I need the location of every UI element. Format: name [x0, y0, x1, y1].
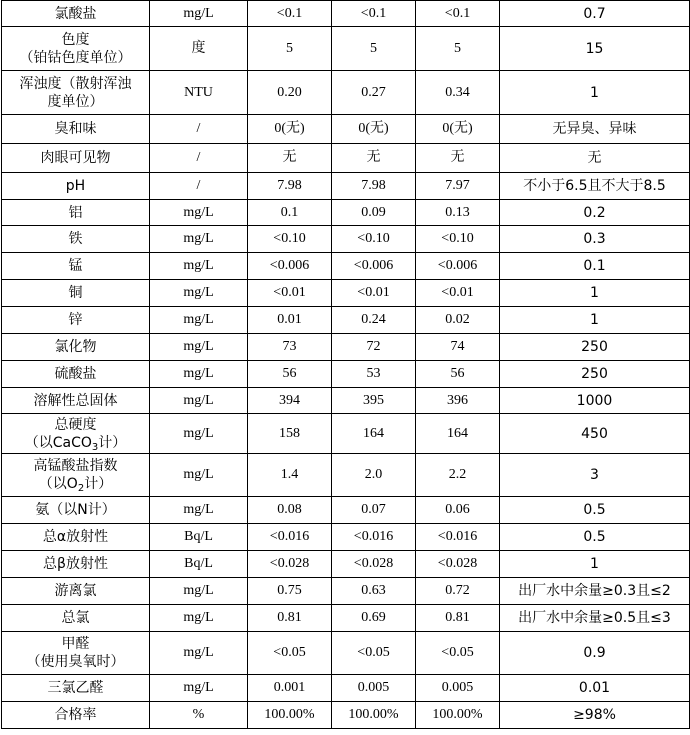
value-cell-1: 73 [248, 334, 332, 361]
value-cell-1: 100.00% [248, 702, 332, 729]
indicator-name: 锰 [2, 253, 150, 280]
value-cell-2: 0.27 [332, 71, 416, 115]
unit-cell: 度 [150, 27, 248, 71]
value-cell-1: 394 [248, 388, 332, 414]
value-cell-2: <0.01 [332, 280, 416, 307]
value-cell-3: 0.81 [416, 605, 500, 632]
unit-cell: mg/L [150, 454, 248, 497]
indicator-name-line2: 度单位） [47, 93, 104, 110]
value-cell-2: 5 [332, 27, 416, 71]
table-row [2, 173, 690, 200]
value-cell-1: <0.05 [248, 632, 332, 675]
limit-cell: 出厂水中余量≥0.3且≤2 [500, 578, 690, 605]
unit-cell: mg/L [150, 605, 248, 632]
value-cell-3: 74 [416, 334, 500, 361]
limit-cell: 0.9 [500, 632, 690, 675]
value-cell-1: <0.028 [248, 551, 332, 578]
table-row [2, 632, 690, 675]
indicator-name-post: 计） [98, 434, 127, 451]
value-cell-3: 2.2 [416, 454, 500, 497]
table-row [2, 1, 690, 27]
unit-cell: / [150, 144, 248, 173]
unit-cell: NTU [150, 71, 248, 115]
indicator-name: 总β放射性 [2, 551, 150, 578]
indicator-name: 氯酸盐 [2, 1, 150, 27]
indicator-name: 总氯 [2, 605, 150, 632]
table-row [2, 280, 690, 307]
limit-cell: 0.5 [500, 524, 690, 551]
limit-cell: 250 [500, 334, 690, 361]
value-cell-3: 0.02 [416, 307, 500, 334]
table-row [2, 497, 690, 524]
value-cell-3: 无 [416, 144, 500, 173]
value-cell-3: <0.05 [416, 632, 500, 675]
table-row [2, 334, 690, 361]
value-cell-2: 0.005 [332, 675, 416, 702]
indicator-name-line2: （铂钴色度单位） [19, 49, 132, 66]
value-cell-2: <0.10 [332, 226, 416, 253]
value-cell-3: 396 [416, 388, 500, 414]
indicator-name [2, 414, 150, 454]
limit-cell: 0.1 [500, 253, 690, 280]
value-cell-1: <0.016 [248, 524, 332, 551]
value-cell-2: 0(无) [332, 115, 416, 144]
value-cell-2: 53 [332, 361, 416, 388]
table-row [2, 414, 690, 454]
unit-cell: mg/L [150, 578, 248, 605]
indicator-name: 三氯乙醛 [2, 675, 150, 702]
value-cell-2: 2.0 [332, 454, 416, 497]
value-cell-1: 0.01 [248, 307, 332, 334]
unit-cell: % [150, 702, 248, 729]
unit-cell: / [150, 173, 248, 200]
limit-cell: 1 [500, 280, 690, 307]
table-row [2, 702, 690, 729]
limit-cell: 0.7 [500, 1, 690, 27]
limit-cell: 15 [500, 27, 690, 71]
indicator-name-line1: 甲醛 [61, 636, 90, 652]
value-cell-2: 164 [332, 414, 416, 454]
limit-cell: 3 [500, 454, 690, 497]
indicator-name-subscript: 3 [91, 441, 99, 453]
value-cell-1: <0.006 [248, 253, 332, 280]
limit-cell: 1000 [500, 388, 690, 414]
value-cell-1: 0.001 [248, 675, 332, 702]
water-quality-table [1, 0, 690, 729]
limit-cell: 出厂水中余量≥0.5且≤3 [500, 605, 690, 632]
table-row [2, 361, 690, 388]
table-row [2, 454, 690, 497]
value-cell-2: 7.98 [332, 173, 416, 200]
table-row [2, 551, 690, 578]
limit-cell: 1 [500, 307, 690, 334]
unit-cell: mg/L [150, 414, 248, 454]
indicator-name: 肉眼可见物 [2, 144, 150, 173]
table-row [2, 675, 690, 702]
indicator-name: 氨（以N计） [2, 497, 150, 524]
indicator-name: 铜 [2, 280, 150, 307]
value-cell-1: 56 [248, 361, 332, 388]
value-cell-2: 0.09 [332, 200, 416, 226]
table-row [2, 144, 690, 173]
value-cell-1: 0(无) [248, 115, 332, 144]
value-cell-3: 5 [416, 27, 500, 71]
limit-cell: 250 [500, 361, 690, 388]
indicator-name-pre: （以O [38, 476, 78, 492]
limit-cell: 1 [500, 71, 690, 115]
value-cell-1: <0.01 [248, 280, 332, 307]
limit-cell: 0.5 [500, 497, 690, 524]
indicator-name: 合格率 [2, 702, 150, 729]
value-cell-2: 0.69 [332, 605, 416, 632]
indicator-name-pre: （以CaCO [24, 434, 92, 451]
value-cell-3: 0.005 [416, 675, 500, 702]
unit-cell: mg/L [150, 497, 248, 524]
indicator-name-post: 计） [84, 476, 113, 492]
indicator-name: 游离氯 [2, 578, 150, 605]
value-cell-2: 0.07 [332, 497, 416, 524]
indicator-name-line1: 浑浊度（散射浑浊 [19, 75, 132, 92]
value-cell-2: <0.006 [332, 253, 416, 280]
indicator-name-line1: 色度 [61, 31, 90, 48]
table-row [2, 226, 690, 253]
table-row [2, 200, 690, 226]
table-row [2, 27, 690, 71]
value-cell-1: 1.4 [248, 454, 332, 497]
value-cell-2: 72 [332, 334, 416, 361]
unit-cell: mg/L [150, 280, 248, 307]
value-cell-1: 0.81 [248, 605, 332, 632]
value-cell-3: 0.13 [416, 200, 500, 226]
unit-cell: / [150, 115, 248, 144]
indicator-name: 溶解性总固体 [2, 388, 150, 414]
unit-cell: mg/L [150, 334, 248, 361]
value-cell-3: <0.01 [416, 280, 500, 307]
limit-cell: 不小于6.5且不大于8.5 [500, 173, 690, 200]
indicator-name-line2 [4, 434, 147, 452]
table-row [2, 253, 690, 280]
value-cell-1: 158 [248, 414, 332, 454]
indicator-name: 铁 [2, 226, 150, 253]
value-cell-3: 0(无) [416, 115, 500, 144]
value-cell-3: 0.72 [416, 578, 500, 605]
table-body [2, 1, 690, 729]
table-row [2, 524, 690, 551]
unit-cell: mg/L [150, 361, 248, 388]
value-cell-3: 0.34 [416, 71, 500, 115]
value-cell-2: 100.00% [332, 702, 416, 729]
indicator-name [2, 71, 150, 115]
limit-cell: 无异臭、异味 [500, 115, 690, 144]
value-cell-2: 395 [332, 388, 416, 414]
unit-cell: mg/L [150, 1, 248, 27]
value-cell-1: 7.98 [248, 173, 332, 200]
unit-cell: mg/L [150, 675, 248, 702]
value-cell-1: 5 [248, 27, 332, 71]
indicator-name-subscript: 2 [77, 483, 85, 494]
value-cell-1: 0.75 [248, 578, 332, 605]
unit-cell: Bq/L [150, 551, 248, 578]
limit-cell: 0.01 [500, 675, 690, 702]
value-cell-3: <0.028 [416, 551, 500, 578]
value-cell-3: <0.016 [416, 524, 500, 551]
value-cell-3: 0.06 [416, 497, 500, 524]
table-row [2, 388, 690, 414]
unit-cell: mg/L [150, 388, 248, 414]
indicator-name: 锌 [2, 307, 150, 334]
limit-cell: 无 [500, 144, 690, 173]
value-cell-2: <0.028 [332, 551, 416, 578]
value-cell-3: 56 [416, 361, 500, 388]
table-row [2, 605, 690, 632]
indicator-name-line2 [4, 475, 147, 493]
indicator-name: 总α放射性 [2, 524, 150, 551]
value-cell-2: <0.05 [332, 632, 416, 675]
indicator-name: 硫酸盐 [2, 361, 150, 388]
value-cell-1: <0.10 [248, 226, 332, 253]
indicator-name: pH [2, 173, 150, 200]
table-row [2, 71, 690, 115]
value-cell-2: 0.24 [332, 307, 416, 334]
indicator-name-line1: 高锰酸盐指数 [33, 458, 118, 474]
value-cell-1: 无 [248, 144, 332, 173]
table-row [2, 115, 690, 144]
value-cell-2: <0.1 [332, 1, 416, 27]
value-cell-2: <0.016 [332, 524, 416, 551]
value-cell-3: <0.1 [416, 1, 500, 27]
limit-cell: 1 [500, 551, 690, 578]
limit-cell: 0.2 [500, 200, 690, 226]
value-cell-1: 0.1 [248, 200, 332, 226]
limit-cell: 450 [500, 414, 690, 454]
indicator-name: 臭和味 [2, 115, 150, 144]
value-cell-1: 0.08 [248, 497, 332, 524]
indicator-name [2, 454, 150, 497]
unit-cell: mg/L [150, 307, 248, 334]
unit-cell: mg/L [150, 253, 248, 280]
indicator-name: 铝 [2, 200, 150, 226]
unit-cell: mg/L [150, 200, 248, 226]
value-cell-2: 0.63 [332, 578, 416, 605]
value-cell-2: 无 [332, 144, 416, 173]
indicator-name [2, 27, 150, 71]
value-cell-3: 100.00% [416, 702, 500, 729]
indicator-name [2, 632, 150, 675]
unit-cell: Bq/L [150, 524, 248, 551]
indicator-name-line1: 总硬度 [54, 416, 97, 433]
unit-cell: mg/L [150, 632, 248, 675]
table-row [2, 307, 690, 334]
value-cell-1: 0.20 [248, 71, 332, 115]
limit-cell: ≥98% [500, 702, 690, 729]
value-cell-1: <0.1 [248, 1, 332, 27]
value-cell-3: <0.10 [416, 226, 500, 253]
value-cell-3: 7.97 [416, 173, 500, 200]
value-cell-3: <0.006 [416, 253, 500, 280]
indicator-name-line2: （使用臭氧时） [26, 654, 125, 670]
limit-cell: 0.3 [500, 226, 690, 253]
indicator-name: 氯化物 [2, 334, 150, 361]
table-row [2, 578, 690, 605]
unit-cell: mg/L [150, 226, 248, 253]
value-cell-3: 164 [416, 414, 500, 454]
